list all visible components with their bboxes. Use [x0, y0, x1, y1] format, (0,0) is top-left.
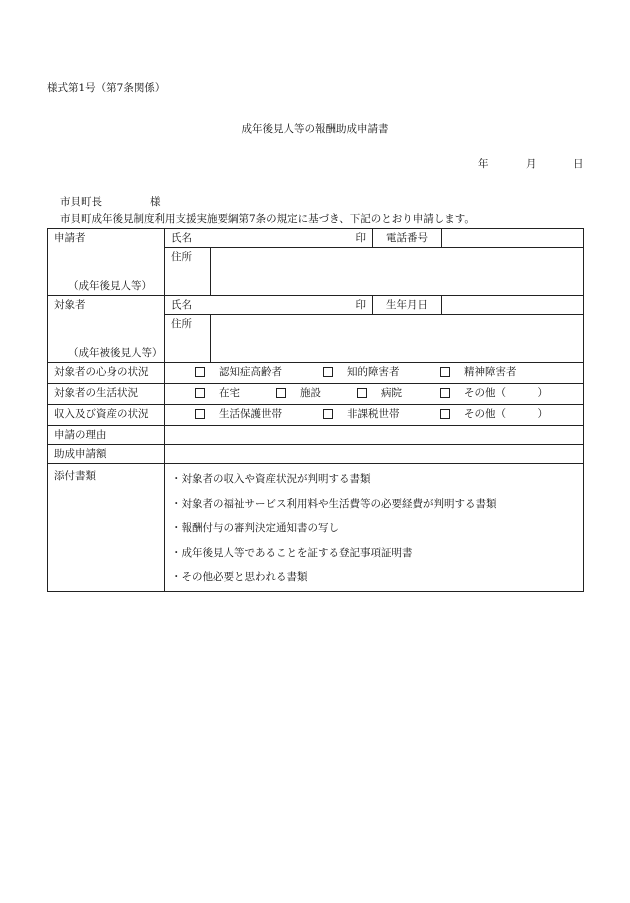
condition-label: 対象者の心身の状況 — [48, 363, 165, 384]
subject-birth-field[interactable] — [442, 296, 584, 315]
date-month-label: 月 — [526, 158, 537, 170]
applicant-label: 申請者 — [54, 232, 86, 244]
amount-field[interactable] — [165, 445, 584, 464]
condition-option-dementia[interactable] — [195, 363, 323, 381]
living-option-other[interactable] — [440, 384, 548, 402]
checkbox[interactable] — [323, 409, 333, 419]
applicant-name-label: 氏名 — [165, 229, 211, 248]
applicant-phone-label: 電話番号 — [373, 229, 442, 248]
condition-options-cell — [165, 363, 584, 384]
attachments-label: 添付書類 — [48, 464, 165, 592]
living-option-label: 病院 — [381, 387, 402, 399]
income-option-label: 非課税世帯 — [347, 408, 400, 420]
checkbox[interactable] — [440, 388, 450, 398]
subject-label: 対象者 — [54, 299, 86, 311]
condition-row — [48, 363, 584, 384]
date-year-label: 年 — [478, 158, 489, 170]
living-option-label: その他（ ） — [464, 387, 548, 399]
applicant-seal-mark: 印 — [355, 232, 366, 244]
subject-address-field[interactable] — [211, 315, 584, 363]
attachment-item: ・成年後見人等であることを証する登記事項証明書 — [171, 546, 413, 559]
attachments-list — [165, 464, 584, 592]
living-option-home[interactable] — [195, 384, 276, 402]
checkbox[interactable] — [195, 367, 205, 377]
applicant-name-row — [48, 229, 584, 248]
checkbox[interactable] — [440, 409, 450, 419]
amount-label: 助成申請額 — [48, 445, 165, 464]
amount-row — [48, 445, 584, 464]
condition-option-label: 精神障害者 — [464, 366, 517, 378]
applicant-address-label: 住所 — [165, 248, 211, 296]
income-label: 収入及び資産の状況 — [48, 405, 165, 426]
income-options-cell — [165, 405, 584, 426]
income-option-other[interactable] — [440, 405, 548, 423]
living-option-label: 在宅 — [219, 387, 240, 399]
living-option-hospital[interactable] — [357, 384, 440, 402]
checkbox[interactable] — [357, 388, 367, 398]
subject-address-label: 住所 — [165, 315, 211, 363]
addressee — [60, 194, 161, 209]
intro-text: 市貝町成年後見制度利用支援実施要綱第7条の規定に基づき、下記のとおり申請します。 — [60, 213, 475, 225]
attachment-item: ・その他必要と思われる書類 — [171, 571, 308, 583]
date-day-label: 日 — [573, 158, 584, 170]
condition-option-mental[interactable] — [440, 363, 517, 381]
form-number: 様式第1号（第7条関係） — [47, 82, 166, 94]
subject-birth-label: 生年月日 — [373, 296, 442, 315]
condition-option-intellectual[interactable] — [323, 363, 440, 381]
living-options-cell — [165, 384, 584, 405]
condition-option-label: 認知症高齢者 — [219, 366, 282, 378]
subject-name-row — [48, 296, 584, 315]
living-option-facility[interactable] — [276, 384, 357, 402]
income-option-label: 生活保護世帯 — [219, 408, 282, 420]
reason-row — [48, 426, 584, 445]
applicant-label-cell — [48, 229, 165, 296]
document-title: 成年後見人等の報酬助成申請書 — [241, 123, 389, 135]
attachments-row — [48, 464, 584, 592]
applicant-sublabel: （成年後見人等） — [68, 280, 152, 292]
income-option-label: その他（ ） — [464, 408, 548, 420]
applicant-name-field[interactable] — [211, 229, 373, 248]
application-form-table — [47, 228, 584, 592]
reason-field[interactable] — [165, 426, 584, 445]
applicant-address-field[interactable] — [211, 248, 584, 296]
checkbox[interactable] — [323, 367, 333, 377]
subject-name-label: 氏名 — [165, 296, 211, 315]
attachment-item: ・報酬付与の審判決定通知書の写し — [171, 522, 339, 534]
addressee-honorific: 様 — [150, 196, 161, 208]
living-label: 対象者の生活状況 — [48, 384, 165, 405]
addressee-name: 市貝町長 — [60, 196, 102, 208]
living-row — [48, 384, 584, 405]
applicant-phone-field[interactable] — [442, 229, 584, 248]
subject-sublabel: （成年被後見人等） — [68, 347, 163, 359]
living-option-label: 施設 — [300, 387, 321, 399]
subject-seal-mark: 印 — [355, 299, 366, 311]
condition-option-label: 知的障害者 — [347, 366, 400, 378]
checkbox[interactable] — [195, 388, 205, 398]
income-row — [48, 405, 584, 426]
income-option-nontaxable[interactable] — [323, 405, 440, 423]
checkbox[interactable] — [195, 409, 205, 419]
subject-label-cell — [48, 296, 165, 363]
income-option-welfare[interactable] — [195, 405, 323, 423]
subject-name-field[interactable] — [211, 296, 373, 315]
attachment-item: ・対象者の収入や資産状況が判明する書類 — [171, 473, 371, 485]
attachment-item: ・対象者の福祉サービス利用料や生活費等の必要経費が判明する書類 — [171, 497, 497, 510]
reason-label: 申請の理由 — [48, 426, 165, 445]
checkbox[interactable] — [276, 388, 286, 398]
checkbox[interactable] — [440, 367, 450, 377]
